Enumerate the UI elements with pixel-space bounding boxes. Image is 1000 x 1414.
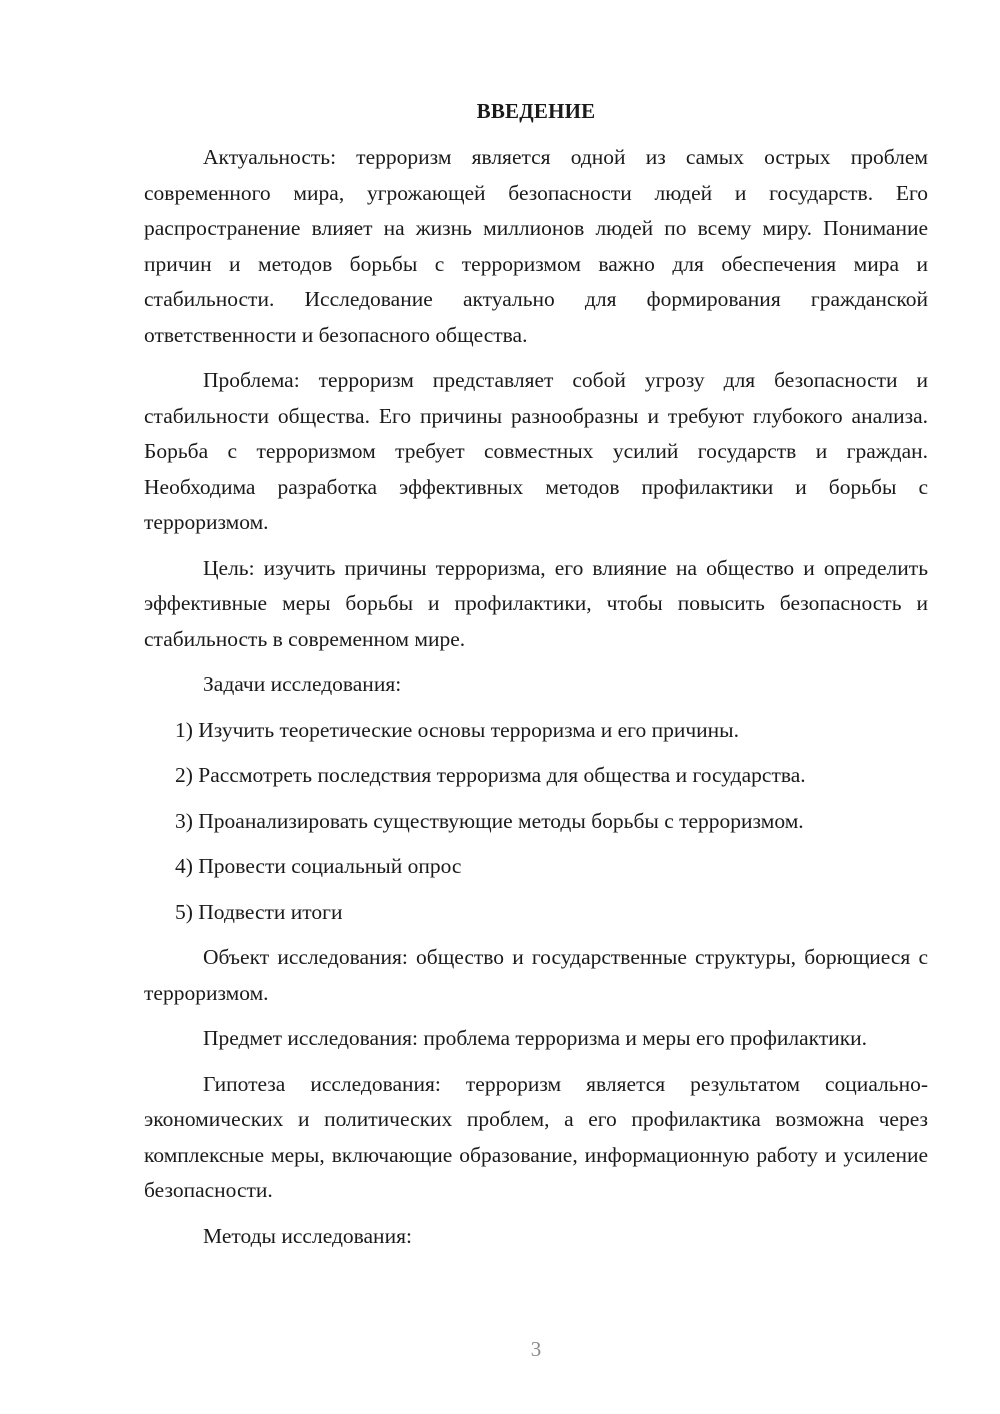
list-item: 2) Рассмотреть последствия терроризма для общества и государства. — [175, 763, 806, 787]
problem-paragraph: Проблема: терроризм представляет собой угрозу для безопасности и стабильности общества. Его причины разнообразны и требуют глубокого анализа. Борьба с терроризмом требует совместных усилий государств и граждан. Необходима разработка эффективных методов профилактики и борьбы с терроризмом. — [144, 368, 928, 534]
section-heading: ВВЕДЕНИЕ — [476, 99, 596, 123]
page-number: 3 — [530, 1337, 542, 1361]
object-paragraph: Объект исследования: общество и государственные структуры, борющиеся с терроризмом. — [144, 945, 928, 1005]
page-content — [144, 94, 928, 1264]
tasks-intro: Задачи исследования: — [203, 672, 402, 696]
methods-paragraph: Методы исследования: — [203, 1223, 412, 1248]
goal-paragraph: Цель: изучить причины терроризма, его влияние на общество и определить эффективные меры борьбы и профилактики, чтобы повысить безопасность и стабильность в современном мире. — [144, 555, 928, 651]
list-item: 4) Провести социальный опрос — [175, 854, 462, 878]
relevance-paragraph: Актуальность: терроризм является одной из самых острых проблем современного мира, угрожающей безопасности людей и государств. Его распространение влияет на жизнь миллионов людей по всему миру. Понимание причин и методов борьбы с терроризмом важно для обеспечения мира и стабильности. Исследование актуально для формирования гражданской ответственности и безопасного общества. — [144, 145, 928, 347]
list-item: 3) Проанализировать существующие методы борьбы с терроризмом. — [175, 808, 804, 833]
tasks-list — [144, 713, 928, 931]
list-item: 5) Подвести итоги — [175, 899, 343, 924]
list-item: 1) Изучить теоретические основы терроризма и его причины. — [175, 717, 739, 742]
subject-paragraph: Предмет исследования: проблема терроризма и меры его профилактики. — [203, 1026, 868, 1050]
hypothesis-paragraph: Гипотеза исследования: терроризм является результатом социально-экономических и политических проблем, а его профилактика возможна через комплексные меры, включающие образование, информационную работу и усиление безопасности. — [144, 1071, 928, 1202]
